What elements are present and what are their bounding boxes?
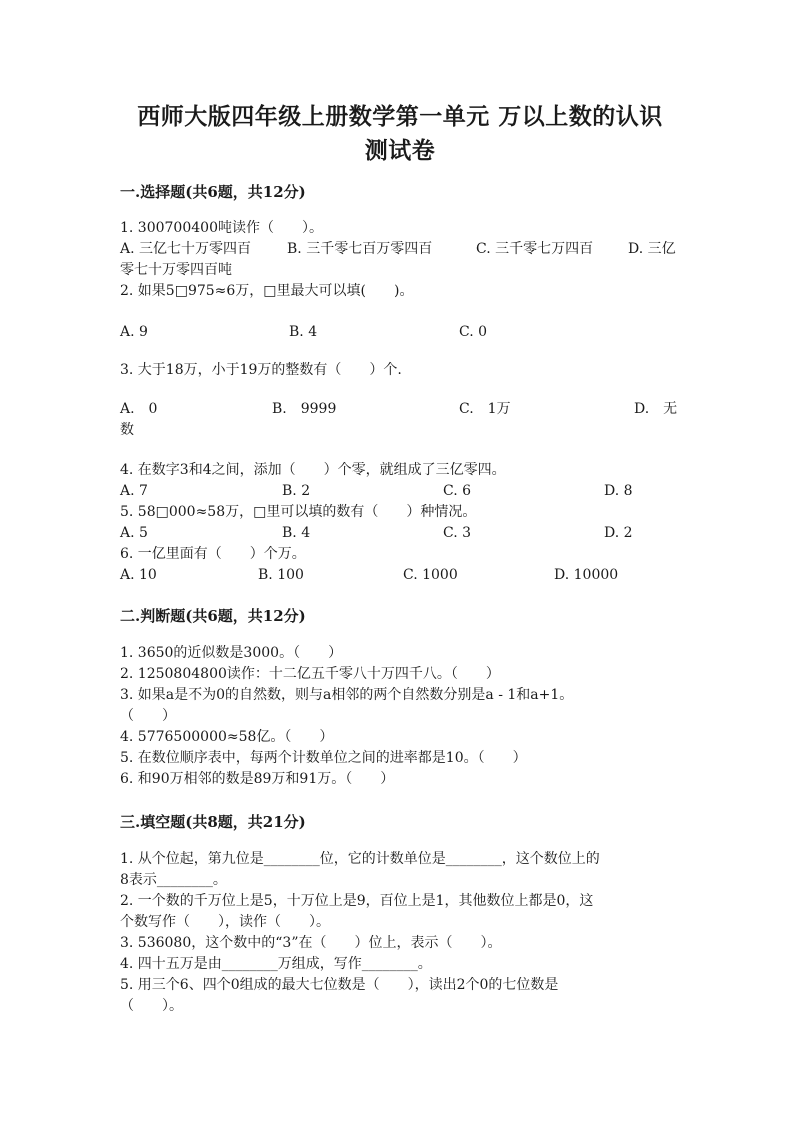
question-line: 2. 1250804800读作：十二亿五千零八十万四千八。（ ）: [120, 666, 500, 682]
page-title: 西师大版四年级上册数学第一单元 万以上数的认识: [137, 103, 663, 130]
question-stem: 1. 300700400吨读作（ ）。: [120, 220, 323, 236]
question-stem: 5. 58□000≈58万，□里可以填的数有（ ）种情况。: [120, 504, 477, 520]
option-c: C. 3: [443, 525, 472, 541]
question-stem: 4. 在数字3和4之间，添加（ ）个零，就组成了三亿零四。: [120, 462, 506, 478]
section-heading-fill-blank: 三.填空题(共8题，共21分): [120, 813, 306, 831]
question-line: 4. 四十五万是由________万组成，写作________。: [120, 956, 432, 972]
option-b: B. 4: [282, 525, 311, 541]
question-line: 4. 5776500000≈58亿。（ ）: [120, 729, 334, 745]
option-b: B. 4: [289, 324, 318, 340]
question-line: 1. 3650的近似数是3000。（ ）: [120, 645, 343, 661]
option-c: C. 三千零七万四百: [476, 241, 594, 257]
option-c: C. 6: [443, 483, 472, 499]
question-line: 3. 536080，这个数中的“3”在（ ）位上，表示（ ）。: [120, 935, 502, 951]
option-d: D. 无: [634, 401, 678, 417]
option-a: A. 三亿七十万零四百: [120, 241, 252, 257]
question-stem: 2. 如果5□975≈6万，□里最大可以填( )。: [120, 283, 414, 299]
option-b: B. 100: [258, 567, 304, 583]
question-line: 3. 如果a是不为0的自然数，则与a相邻的两个自然数分别是a - 1和a+1。: [120, 687, 574, 703]
option-a: A. 0: [120, 401, 158, 417]
question-line: 2. 一个数的千万位上是5，十万位上是9，百位上是1，其他数位上都是0，这: [120, 893, 594, 909]
option-b: B. 三千零七百万零四百: [287, 241, 433, 257]
question-stem: 6. 一亿里面有（ ）个万。: [120, 546, 306, 562]
page-title-continued: 测试卷: [364, 137, 436, 164]
question-line-continued: 8表示________。: [120, 872, 227, 888]
option-d: D. 2: [604, 525, 633, 541]
option-a: A. 9: [120, 324, 148, 340]
option-c: C. 1万: [459, 401, 511, 417]
question-stem: 3. 大于18万，小于19万的整数有（ ）个.: [120, 362, 402, 378]
section-heading-judgment: 二.判断题(共6题，共12分): [120, 607, 306, 625]
option-b: B. 9999: [272, 401, 337, 417]
option-d-continued: 零七十万零四百吨: [120, 262, 232, 278]
option-d-continued: 数: [120, 422, 134, 438]
option-d: D. 8: [604, 483, 633, 499]
option-d: D. 三亿: [628, 241, 676, 257]
question-line-continued: （ ）。: [120, 998, 183, 1014]
question-line-continued: 个数写作（ ），读作（ ）。: [120, 914, 330, 930]
option-c: C. 0: [459, 324, 488, 340]
section-heading-choice: 一.选择题(共6题，共12分): [120, 183, 306, 201]
question-line-continued: （ ）: [120, 708, 176, 724]
question-line: 5. 用三个6、四个0组成的最大七位数是（ ），读出2个0的七位数是: [120, 977, 559, 993]
question-line: 1. 从个位起，第九位是________位，它的计数单位是________，这个数位上的: [120, 851, 600, 867]
question-line: 6. 和90万相邻的数是89万和91万。（ ）: [120, 771, 395, 787]
question-line: 5. 在数位顺序表中，每两个计数单位之间的进率都是10。（ ）: [120, 750, 527, 766]
option-a: A. 5: [120, 525, 148, 541]
option-d: D. 10000: [554, 567, 619, 583]
option-a: A. 10: [120, 567, 157, 583]
option-b: B. 2: [282, 483, 311, 499]
option-a: A. 7: [120, 483, 148, 499]
option-c: C. 1000: [403, 567, 458, 583]
